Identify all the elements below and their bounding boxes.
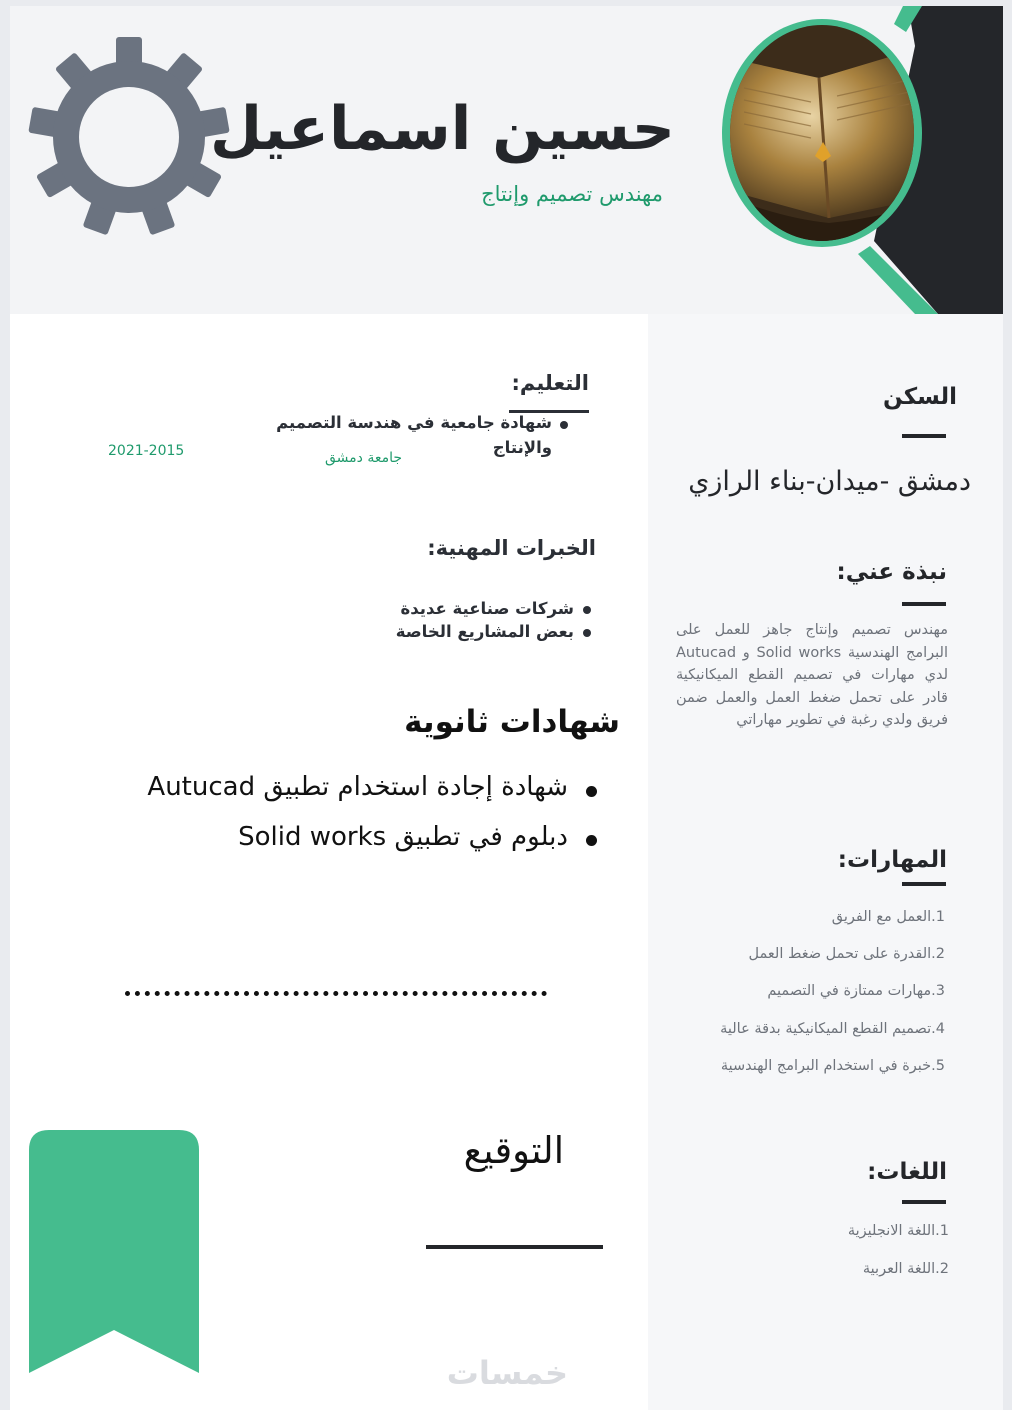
languages-underline — [902, 1200, 946, 1204]
languages-heading: اللغات: — [867, 1159, 947, 1185]
skill-item: 1.العمل مع الفريق — [831, 909, 945, 925]
experience-heading: الخبرات المهنية: — [427, 536, 596, 560]
education-heading: التعليم: — [511, 371, 589, 395]
skill-item: 4.تصميم القطع الميكانيكية بدقة عالية — [720, 1021, 945, 1037]
candidate-name: حسين اسماعيل — [209, 94, 675, 164]
skills-heading: المهارات: — [837, 847, 947, 873]
skill-item: 5.خبرة في استخدام البرامج الهندسية — [720, 1058, 945, 1074]
certificates-heading: شهادات ثانوية — [404, 704, 620, 740]
certificate-item: دبلوم في تطبيق Solid works — [238, 822, 568, 852]
header — [10, 6, 1003, 314]
residence-value: دمشق -ميدان-بناء الرازي — [688, 466, 971, 497]
signature-label: التوقيع — [463, 1129, 564, 1172]
education-years: 2021-2015 — [108, 443, 185, 459]
experience-item: بعض المشاريع الخاصة — [395, 622, 574, 641]
residence-underline — [902, 434, 946, 438]
experience-item: شركات صناعية عديدة — [400, 599, 574, 618]
education-university: جامعة دمشق — [324, 450, 402, 466]
education-degree-line1: شهادة جامعية في هندسة التصميم — [276, 413, 552, 432]
bullet-icon — [583, 606, 591, 614]
sidebar — [648, 314, 1003, 1410]
resume-page — [10, 6, 1003, 1410]
job-title: مهندس تصميم وإنتاج — [481, 182, 663, 206]
bullet-icon — [583, 629, 591, 637]
bullet-icon — [586, 835, 597, 846]
bullet-icon — [560, 421, 568, 429]
profile-photo — [719, 18, 925, 248]
about-text: مهندس تصميم وإنتاج جاهز للعمل على البرامج الهندسية Solid works و Autucad لدي مهارات في تصميم القطع الميكانيكية قادر على تحمل ضغط العمل والعمل ضمن فريق ولدي رغبة في تطوير مهاراتي — [676, 622, 948, 728]
skills-underline — [902, 882, 946, 886]
about-underline — [902, 602, 946, 606]
language-item: 1.اللغة الانجليزية — [847, 1223, 949, 1239]
language-item: 2.اللغة العربية — [862, 1261, 949, 1277]
dotted-divider — [125, 991, 547, 996]
about-heading: نبذة عني: — [836, 559, 947, 585]
education-degree-line2: والإنتاج — [492, 438, 552, 457]
watermark: خمسات — [446, 1354, 568, 1392]
skill-item: 3.مهارات ممتازة في التصميم — [767, 983, 945, 999]
skill-item: 2.القدرة على تحمل ضغط العمل — [748, 946, 945, 962]
certificate-item: شهادة إجادة استخدام تطبيق Autucad — [147, 772, 568, 802]
bookmark-ribbon-icon — [29, 1130, 199, 1373]
bullet-icon — [586, 786, 597, 797]
main-content — [10, 314, 648, 1410]
gear-icon — [26, 34, 232, 240]
residence-heading: السكن — [883, 384, 957, 410]
signature-line — [426, 1245, 603, 1249]
